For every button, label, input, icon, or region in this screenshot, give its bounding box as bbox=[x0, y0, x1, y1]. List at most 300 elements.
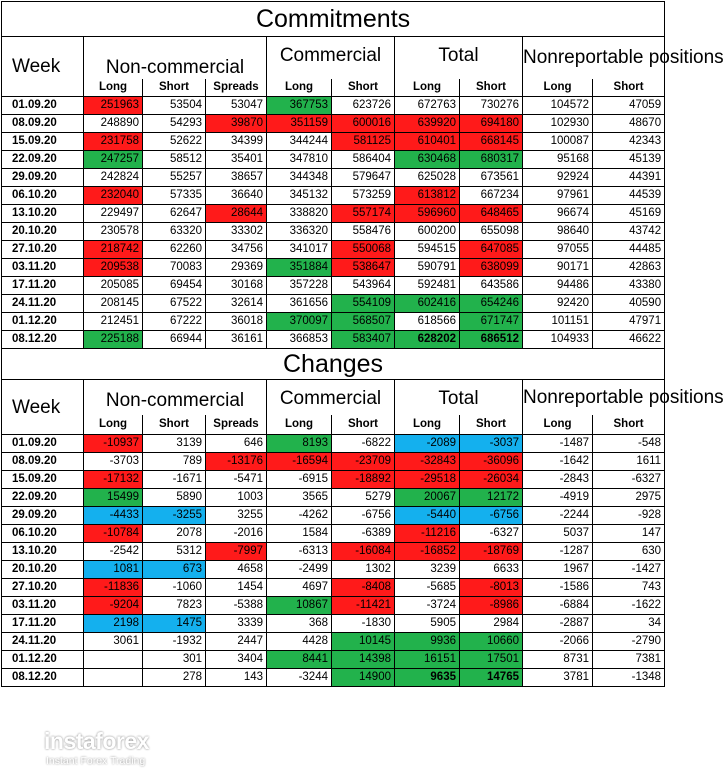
week-cell: 03.11.20 bbox=[2, 597, 84, 615]
table-row bbox=[2, 471, 665, 489]
value-cell: 20067 bbox=[395, 489, 460, 507]
value-cell: -6884 bbox=[523, 597, 593, 615]
table-row bbox=[2, 223, 665, 241]
table-row bbox=[2, 597, 665, 615]
value-cell: 251963 bbox=[84, 97, 143, 115]
value-cell: 594515 bbox=[395, 241, 460, 259]
value-cell: -2089 bbox=[395, 435, 460, 453]
table-row bbox=[2, 205, 665, 223]
value-cell: 361656 bbox=[267, 295, 332, 313]
value-cell: 230578 bbox=[84, 223, 143, 241]
group-nonreportable: Nonreportable positions bbox=[523, 37, 665, 80]
value-cell: 278 bbox=[143, 669, 206, 687]
value-cell: 100087 bbox=[523, 133, 593, 151]
value-cell: 543964 bbox=[332, 277, 395, 295]
value-cell: -3244 bbox=[267, 669, 332, 687]
week-cell: 06.10.20 bbox=[2, 187, 84, 205]
value-cell: 5890 bbox=[143, 489, 206, 507]
value-cell: 62260 bbox=[143, 241, 206, 259]
week-cell: 27.10.20 bbox=[2, 579, 84, 597]
value-cell: 2198 bbox=[84, 615, 143, 633]
value-cell: -1932 bbox=[143, 633, 206, 651]
subheader: Short bbox=[460, 79, 523, 97]
value-cell: 7381 bbox=[593, 651, 665, 669]
value-cell: 14398 bbox=[332, 651, 395, 669]
value-cell: 5037 bbox=[523, 525, 593, 543]
value-cell: 590791 bbox=[395, 259, 460, 277]
value-cell: 1967 bbox=[523, 561, 593, 579]
week-cell: 13.10.20 bbox=[2, 205, 84, 223]
value-cell: 9635 bbox=[395, 669, 460, 687]
value-cell: -4433 bbox=[84, 507, 143, 525]
value-cell: 366853 bbox=[267, 331, 332, 349]
value-cell: -18892 bbox=[332, 471, 395, 489]
value-cell: 94486 bbox=[523, 277, 593, 295]
value-cell: 686512 bbox=[460, 331, 523, 349]
value-cell: 550068 bbox=[332, 241, 395, 259]
week-cell: 17.11.20 bbox=[2, 277, 84, 295]
value-cell: -2843 bbox=[523, 471, 593, 489]
value-cell: -1830 bbox=[332, 615, 395, 633]
value-cell: 225188 bbox=[84, 331, 143, 349]
value-cell: 43742 bbox=[593, 223, 665, 241]
value-cell: -8408 bbox=[332, 579, 395, 597]
table-row bbox=[2, 241, 665, 259]
value-cell: 730276 bbox=[460, 97, 523, 115]
value-cell: 581125 bbox=[332, 133, 395, 151]
value-cell: 92420 bbox=[523, 295, 593, 313]
table-row bbox=[2, 115, 665, 133]
value-cell: 44539 bbox=[593, 187, 665, 205]
week-cell: 17.11.20 bbox=[2, 615, 84, 633]
week-cell: 01.09.20 bbox=[2, 97, 84, 115]
week-cell: 29.09.20 bbox=[2, 507, 84, 525]
week-cell: 15.09.20 bbox=[2, 133, 84, 151]
value-cell: 638099 bbox=[460, 259, 523, 277]
group-total: Total bbox=[395, 380, 523, 416]
value-cell: 16151 bbox=[395, 651, 460, 669]
subheader: Short bbox=[593, 79, 665, 97]
table-row bbox=[2, 633, 665, 651]
value-cell: 554109 bbox=[332, 295, 395, 313]
value-cell: 6633 bbox=[460, 561, 523, 579]
subheader: Long bbox=[84, 79, 143, 97]
value-cell: 55257 bbox=[143, 169, 206, 187]
week-cell: 08.12.20 bbox=[2, 331, 84, 349]
week-cell: 20.10.20 bbox=[2, 561, 84, 579]
value-cell: 3565 bbox=[267, 489, 332, 507]
week-cell: 01.12.20 bbox=[2, 651, 84, 669]
value-cell: -2542 bbox=[84, 543, 143, 561]
value-cell: 2078 bbox=[143, 525, 206, 543]
value-cell: 9936 bbox=[395, 633, 460, 651]
value-cell: -928 bbox=[593, 507, 665, 525]
value-cell: -16852 bbox=[395, 543, 460, 561]
value-cell: 29369 bbox=[206, 259, 267, 277]
value-cell: 558476 bbox=[332, 223, 395, 241]
value-cell: 232040 bbox=[84, 187, 143, 205]
value-cell: 32614 bbox=[206, 295, 267, 313]
subheader: Spreads bbox=[206, 415, 267, 434]
value-cell: -1487 bbox=[523, 435, 593, 453]
value-cell: -16084 bbox=[332, 543, 395, 561]
value-cell: 242824 bbox=[84, 169, 143, 187]
group-commercial: Commercial bbox=[267, 380, 395, 416]
value-cell: 96674 bbox=[523, 205, 593, 223]
value-cell: 44485 bbox=[593, 241, 665, 259]
value-cell: 351159 bbox=[267, 115, 332, 133]
value-cell: 15499 bbox=[84, 489, 143, 507]
value-cell: 789 bbox=[143, 453, 206, 471]
value-cell: 351884 bbox=[267, 259, 332, 277]
value-cell: 57335 bbox=[143, 187, 206, 205]
value-cell: 3139 bbox=[143, 435, 206, 453]
value-cell: -6756 bbox=[460, 507, 523, 525]
value-cell: 5312 bbox=[143, 543, 206, 561]
value-cell: 557174 bbox=[332, 205, 395, 223]
subheader: Short bbox=[143, 79, 206, 97]
value-cell: 613812 bbox=[395, 187, 460, 205]
value-cell: 743 bbox=[593, 579, 665, 597]
subheader: Long bbox=[395, 415, 460, 434]
value-cell: 92924 bbox=[523, 169, 593, 187]
value-cell: 8441 bbox=[267, 651, 332, 669]
week-cell: 08.12.20 bbox=[2, 669, 84, 687]
value-cell: 98640 bbox=[523, 223, 593, 241]
value-cell: 643586 bbox=[460, 277, 523, 295]
subheader: Long bbox=[267, 79, 332, 97]
value-cell: 42863 bbox=[593, 259, 665, 277]
value-cell: 36018 bbox=[206, 313, 267, 331]
value-cell: 58512 bbox=[143, 151, 206, 169]
value-cell: 368 bbox=[267, 615, 332, 633]
week-cell: 06.10.20 bbox=[2, 525, 84, 543]
table-row bbox=[2, 97, 665, 115]
table-row bbox=[2, 669, 665, 687]
value-cell: 3239 bbox=[395, 561, 460, 579]
value-cell: 610401 bbox=[395, 133, 460, 151]
value-cell: -6915 bbox=[267, 471, 332, 489]
value-cell: 34399 bbox=[206, 133, 267, 151]
value-cell: 648465 bbox=[460, 205, 523, 223]
table-row bbox=[2, 561, 665, 579]
value-cell: 46622 bbox=[593, 331, 665, 349]
value-cell: 625028 bbox=[395, 169, 460, 187]
value-cell: 10867 bbox=[267, 597, 332, 615]
group-noncommercial: Non-commercial bbox=[84, 380, 267, 416]
value-cell: 38657 bbox=[206, 169, 267, 187]
value-cell: 600016 bbox=[332, 115, 395, 133]
table-row bbox=[2, 579, 665, 597]
value-cell: 5905 bbox=[395, 615, 460, 633]
value-cell: -5471 bbox=[206, 471, 267, 489]
value-cell: 1475 bbox=[143, 615, 206, 633]
value-cell: 4697 bbox=[267, 579, 332, 597]
value-cell: 694180 bbox=[460, 115, 523, 133]
value-cell: 654246 bbox=[460, 295, 523, 313]
value-cell: -29518 bbox=[395, 471, 460, 489]
value-cell: 4428 bbox=[267, 633, 332, 651]
value-cell: 102930 bbox=[523, 115, 593, 133]
table-row bbox=[2, 435, 665, 453]
value-cell: 44391 bbox=[593, 169, 665, 187]
subheader: Short bbox=[332, 415, 395, 434]
value-cell bbox=[84, 651, 143, 669]
week-cell: 22.09.20 bbox=[2, 151, 84, 169]
commitments-subheader-row bbox=[2, 79, 665, 97]
value-cell: 45139 bbox=[593, 151, 665, 169]
value-cell: 579647 bbox=[332, 169, 395, 187]
value-cell: 70083 bbox=[143, 259, 206, 277]
week-cell: 08.09.20 bbox=[2, 115, 84, 133]
value-cell: 54293 bbox=[143, 115, 206, 133]
value-cell: 209538 bbox=[84, 259, 143, 277]
value-cell: 97961 bbox=[523, 187, 593, 205]
value-cell: -3037 bbox=[460, 435, 523, 453]
value-cell: 218742 bbox=[84, 241, 143, 259]
value-cell: -7997 bbox=[206, 543, 267, 561]
value-cell: 573259 bbox=[332, 187, 395, 205]
value-cell: -6756 bbox=[332, 507, 395, 525]
value-cell: -2016 bbox=[206, 525, 267, 543]
value-cell: 623726 bbox=[332, 97, 395, 115]
value-cell: -2244 bbox=[523, 507, 593, 525]
value-cell: -11421 bbox=[332, 597, 395, 615]
value-cell: 1584 bbox=[267, 525, 332, 543]
subheader: Long bbox=[395, 79, 460, 97]
value-cell: -23709 bbox=[332, 453, 395, 471]
subheader: Short bbox=[332, 79, 395, 97]
value-cell: 3061 bbox=[84, 633, 143, 651]
value-cell: 1302 bbox=[332, 561, 395, 579]
subheader: Short bbox=[143, 415, 206, 434]
value-cell: -1586 bbox=[523, 579, 593, 597]
week-cell: 03.11.20 bbox=[2, 259, 84, 277]
value-cell: 12172 bbox=[460, 489, 523, 507]
subheader: Spreads bbox=[206, 79, 267, 97]
value-cell: 39870 bbox=[206, 115, 267, 133]
value-cell: 538647 bbox=[332, 259, 395, 277]
value-cell: -6822 bbox=[332, 435, 395, 453]
value-cell: -3255 bbox=[143, 507, 206, 525]
value-cell: 17501 bbox=[460, 651, 523, 669]
value-cell: -2790 bbox=[593, 633, 665, 651]
value-cell: 14900 bbox=[332, 669, 395, 687]
value-cell: -6389 bbox=[332, 525, 395, 543]
table-row bbox=[2, 313, 665, 331]
value-cell: 248890 bbox=[84, 115, 143, 133]
value-cell: 33302 bbox=[206, 223, 267, 241]
value-cell: 2984 bbox=[460, 615, 523, 633]
table-row bbox=[2, 489, 665, 507]
value-cell: 1003 bbox=[206, 489, 267, 507]
value-cell: 67522 bbox=[143, 295, 206, 313]
week-header: Week bbox=[2, 380, 84, 435]
value-cell: 14765 bbox=[460, 669, 523, 687]
value-cell: -4919 bbox=[523, 489, 593, 507]
value-cell: -1642 bbox=[523, 453, 593, 471]
value-cell: -1671 bbox=[143, 471, 206, 489]
value-cell: -11836 bbox=[84, 579, 143, 597]
value-cell: 101151 bbox=[523, 313, 593, 331]
changes-subheader-row bbox=[2, 415, 665, 434]
value-cell: -16594 bbox=[267, 453, 332, 471]
value-cell: 40590 bbox=[593, 295, 665, 313]
value-cell: 345132 bbox=[267, 187, 332, 205]
value-cell: 680317 bbox=[460, 151, 523, 169]
group-commercial: Commercial bbox=[267, 37, 395, 80]
value-cell: -18769 bbox=[460, 543, 523, 561]
value-cell: 43380 bbox=[593, 277, 665, 295]
value-cell: 3404 bbox=[206, 651, 267, 669]
week-cell: 08.09.20 bbox=[2, 453, 84, 471]
value-cell: 47059 bbox=[593, 97, 665, 115]
value-cell: 53047 bbox=[206, 97, 267, 115]
cot-report-sheet bbox=[1, 1, 724, 687]
week-cell: 20.10.20 bbox=[2, 223, 84, 241]
value-cell: 646 bbox=[206, 435, 267, 453]
watermark-tagline: Instant Forex Trading bbox=[46, 755, 146, 767]
value-cell: -548 bbox=[593, 435, 665, 453]
subheader: Long bbox=[267, 415, 332, 434]
value-cell: 66944 bbox=[143, 331, 206, 349]
value-cell: 147 bbox=[593, 525, 665, 543]
value-cell: 336320 bbox=[267, 223, 332, 241]
value-cell: -10784 bbox=[84, 525, 143, 543]
value-cell: 618566 bbox=[395, 313, 460, 331]
week-cell: 27.10.20 bbox=[2, 241, 84, 259]
value-cell: 301 bbox=[143, 651, 206, 669]
value-cell: -3724 bbox=[395, 597, 460, 615]
group-noncommercial: Non-commercial bbox=[84, 37, 267, 80]
commitments-title: Commitments bbox=[2, 2, 665, 37]
table-row bbox=[2, 453, 665, 471]
value-cell: 655098 bbox=[460, 223, 523, 241]
subheader: Long bbox=[523, 415, 593, 434]
value-cell: 95168 bbox=[523, 151, 593, 169]
week-cell: 22.09.20 bbox=[2, 489, 84, 507]
changes-body bbox=[2, 435, 665, 687]
table-row bbox=[2, 277, 665, 295]
value-cell: 357228 bbox=[267, 277, 332, 295]
value-cell: 104933 bbox=[523, 331, 593, 349]
value-cell: -1348 bbox=[593, 669, 665, 687]
value-cell: -1060 bbox=[143, 579, 206, 597]
value-cell: -3703 bbox=[84, 453, 143, 471]
value-cell: 1454 bbox=[206, 579, 267, 597]
value-cell: 205085 bbox=[84, 277, 143, 295]
value-cell: 668145 bbox=[460, 133, 523, 151]
watermark bbox=[6, 726, 206, 768]
value-cell: 3339 bbox=[206, 615, 267, 633]
week-cell: 01.09.20 bbox=[2, 435, 84, 453]
value-cell: 592481 bbox=[395, 277, 460, 295]
value-cell: 212451 bbox=[84, 313, 143, 331]
value-cell: 647085 bbox=[460, 241, 523, 259]
table-row bbox=[2, 651, 665, 669]
table-row bbox=[2, 133, 665, 151]
value-cell: 667234 bbox=[460, 187, 523, 205]
value-cell: 673 bbox=[143, 561, 206, 579]
value-cell: 231758 bbox=[84, 133, 143, 151]
value-cell: 47971 bbox=[593, 313, 665, 331]
value-cell: 344244 bbox=[267, 133, 332, 151]
value-cell: -1427 bbox=[593, 561, 665, 579]
value-cell: 367753 bbox=[267, 97, 332, 115]
value-cell: -6327 bbox=[460, 525, 523, 543]
value-cell: 35401 bbox=[206, 151, 267, 169]
value-cell: 45169 bbox=[593, 205, 665, 223]
value-cell: 596960 bbox=[395, 205, 460, 223]
table-row bbox=[2, 169, 665, 187]
week-cell: 13.10.20 bbox=[2, 543, 84, 561]
table-row bbox=[2, 615, 665, 633]
week-header: Week bbox=[2, 37, 84, 97]
value-cell: -6313 bbox=[267, 543, 332, 561]
value-cell: 63320 bbox=[143, 223, 206, 241]
value-cell: 62647 bbox=[143, 205, 206, 223]
value-cell: 341017 bbox=[267, 241, 332, 259]
value-cell: 568507 bbox=[332, 313, 395, 331]
value-cell: -17132 bbox=[84, 471, 143, 489]
value-cell: -10937 bbox=[84, 435, 143, 453]
value-cell: 36161 bbox=[206, 331, 267, 349]
value-cell: -1622 bbox=[593, 597, 665, 615]
value-cell: 2447 bbox=[206, 633, 267, 651]
value-cell: -11216 bbox=[395, 525, 460, 543]
value-cell: -5440 bbox=[395, 507, 460, 525]
value-cell: -5685 bbox=[395, 579, 460, 597]
value-cell: 42343 bbox=[593, 133, 665, 151]
value-cell: -26034 bbox=[460, 471, 523, 489]
week-cell: 15.09.20 bbox=[2, 471, 84, 489]
subheader: Short bbox=[593, 415, 665, 434]
week-cell: 01.12.20 bbox=[2, 313, 84, 331]
subheader: Short bbox=[460, 415, 523, 434]
value-cell: 338820 bbox=[267, 205, 332, 223]
value-cell: 583407 bbox=[332, 331, 395, 349]
value-cell: 1081 bbox=[84, 561, 143, 579]
value-cell: 36640 bbox=[206, 187, 267, 205]
value-cell: 90171 bbox=[523, 259, 593, 277]
changes-title: Changes bbox=[2, 349, 665, 380]
value-cell: -6327 bbox=[593, 471, 665, 489]
value-cell: 10660 bbox=[460, 633, 523, 651]
value-cell: 671747 bbox=[460, 313, 523, 331]
value-cell: -9204 bbox=[84, 597, 143, 615]
value-cell: 104572 bbox=[523, 97, 593, 115]
value-cell: 600200 bbox=[395, 223, 460, 241]
value-cell: 3255 bbox=[206, 507, 267, 525]
table-row bbox=[2, 259, 665, 277]
subheader: Long bbox=[84, 415, 143, 434]
table-row bbox=[2, 187, 665, 205]
value-cell: 602416 bbox=[395, 295, 460, 313]
value-cell: 97055 bbox=[523, 241, 593, 259]
changes-table bbox=[1, 349, 724, 687]
value-cell: -8013 bbox=[460, 579, 523, 597]
value-cell: -5388 bbox=[206, 597, 267, 615]
table-row bbox=[2, 507, 665, 525]
commitments-table bbox=[1, 1, 724, 349]
value-cell: 143 bbox=[206, 669, 267, 687]
value-cell: 5279 bbox=[332, 489, 395, 507]
table-row bbox=[2, 543, 665, 561]
value-cell: -2499 bbox=[267, 561, 332, 579]
value-cell: 53504 bbox=[143, 97, 206, 115]
group-nonreportable: Nonreportable positions bbox=[523, 380, 665, 416]
value-cell: 7823 bbox=[143, 597, 206, 615]
